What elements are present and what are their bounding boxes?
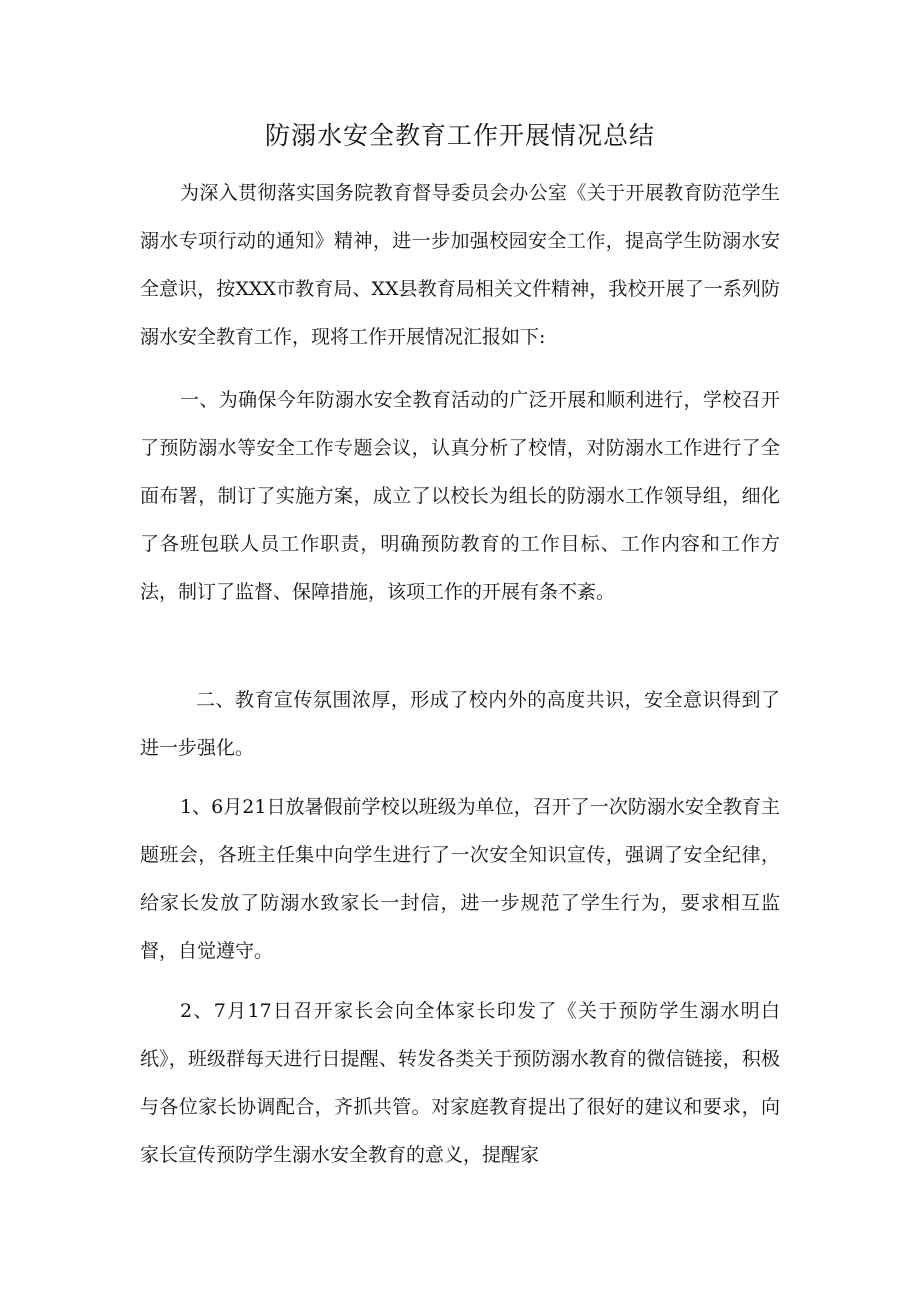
paragraph-item-one: 1、6月21日放暑假前学校以班级为单位，召开了一次防溺水安全教育主题班会，各班主任集中向学生进行了一次安全知识宣传，强调了安全纪律，给家长发放了防溺水致家长一封信，进一步规范了学生行为，要求相互监督，自觉遵守。 [140, 796, 780, 962]
paragraph-section-two: 二、教育宣传氛围浓厚，形成了校内外的高度共识，安全意识得到了进一步强化。 [140, 689, 780, 759]
document-title: 防溺水安全教育工作开展情况总结 [264, 121, 655, 150]
paragraph-section-one: 一、为确保今年防溺水安全教育活动的广泛开展和顺利进行，学校召开了预防溺水等安全工作专题会议，认真分析了校情，对防溺水工作进行了全面布署，制订了实施方案，成立了以校长为组长的防溺水工作领导组，细化了各班包联人员工作职责，明确预防教育的工作目标、工作内容和工作方法，制订了监督、保障措施，该项工作的开展有条不紊。 [140, 389, 780, 603]
paragraph-intro: 为深入贯彻落实国务院教育督导委员会办公室《关于开展教育防范学生溺水专项行动的通知》精神，进一步加强校园安全工作，提高学生防溺水安全意识，按XXX市教育局、XX县教育局相关文件精神，我校开展了一系列防溺水安全教育工作，现将工作开展情况汇报如下: [140, 182, 780, 348]
paragraph-item-two: 2、7月17日召开家长会向全体家长印发了《关于预防学生溺水明白纸》，班级群每天进行日提醒、转发各类关于预防溺水教育的微信链接，积极与各位家长协调配合，齐抓共管。对家庭教育提出了很好的建议和要求，向家长宣传预防学生溺水安全教育的意义，提醒家 [140, 1000, 780, 1166]
